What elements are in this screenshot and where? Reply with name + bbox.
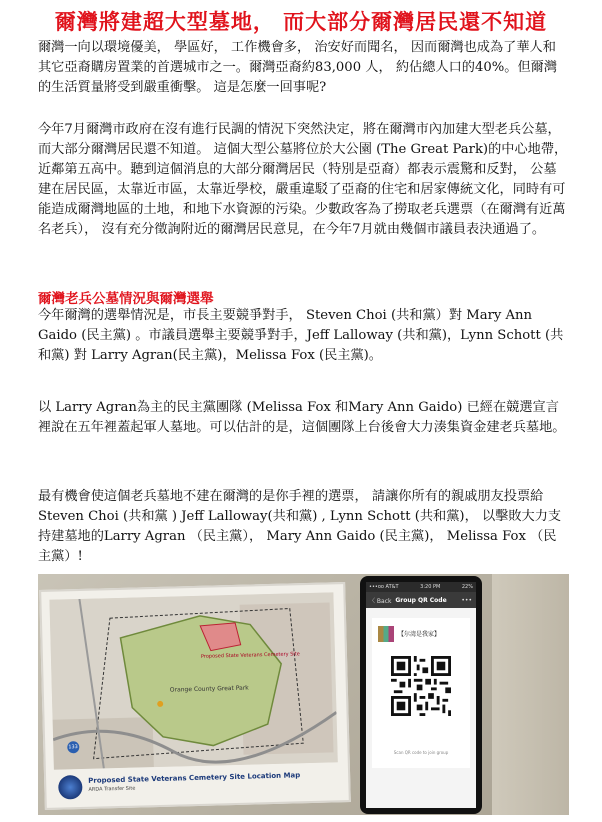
nav-title: Group QR Code xyxy=(395,596,447,604)
back-button[interactable]: 〈 Back xyxy=(369,597,392,605)
battery-text: 22% xyxy=(461,584,473,590)
map-graphic xyxy=(49,592,337,769)
group-name: 【尔湾是我家】 xyxy=(398,631,441,638)
group-avatar xyxy=(378,626,394,642)
state-seal-icon xyxy=(58,775,83,800)
map-legend-title: Proposed State Veterans Cemetery Site Location Map xyxy=(88,771,301,785)
page-title: 爾灣將建超大型墓地， 而大部分爾灣居民還不知道 xyxy=(54,9,548,34)
nav-bar xyxy=(366,592,476,608)
qr-code-icon xyxy=(391,656,451,716)
background-surface xyxy=(492,574,569,815)
phone-screen xyxy=(366,582,476,808)
smartphone xyxy=(360,576,482,814)
status-bar xyxy=(366,582,476,592)
carrier-text: •••oo AT&T xyxy=(369,584,399,590)
park-label: Orange County Great Park xyxy=(169,684,249,694)
section-subheading: 爾灣老兵公墓情況與爾灣選舉 xyxy=(38,291,214,307)
more-icon[interactable]: ••• xyxy=(461,596,472,604)
cemetery-decision-paragraph: 今年7月爾灣市政府在沒有進行民調的情況下突然決定，將在爾灣市內加建大型老兵公墓， 而大部分爾灣居民還不知道。 這個大型公墓將位於大公園 (The Great Park)的中心地帶，近鄰第五高中。聽到這個消息的大部分爾灣居民（特別是亞裔）都表示震驚和反對， 公墓建在居民區，太靠近市區，太靠近學校，嚴重違駁了亞裔的住宅和居家傳統文化，同時有可能造成爾灣地區的土地，和地下水資源的污染。少數政客為了撈取老兵選票（在爾灣有近萬名老兵）， 沒有充分徵詢附近的爾灣居民意見，在今年7月就由幾個市議員表決通過了。 xyxy=(38,122,568,237)
clock-text: 3:20 PM xyxy=(420,584,441,590)
map-legend xyxy=(54,768,339,801)
photo xyxy=(38,574,569,815)
qr-hint-text: Scan QR code to join group xyxy=(393,750,449,755)
map-printout xyxy=(39,582,351,810)
democrat-team-paragraph: 以 Larry Agran為主的民主黨團隊 (Melissa Fox 和Mary Ann Gaido) 已經在競選宣言裡說在五年裡蓋起軍人墓地。可以估計的是，這個團隊上台後會大力湊集資金建老兵墓地。 xyxy=(38,400,566,435)
call-to-vote-paragraph: 最有機會使這個老兵墓地不建在爾灣的是你手裡的選票， 請讓你所有的親戚朋友投票給Steven Choi (共和黨 ) Jeff Lalloway(共和黨) , Lynn Schott (共和黨)， 以擊敗大力支持建墓地的Larry Agran （民主黨）， Mary Ann Gaido (民主黨)， Melissa Fox （民主黨）! xyxy=(38,489,562,564)
election-candidates-paragraph: 今年爾灣的選舉情況是，市長主要競爭對手， Steven Choi (共和黨）對 Mary Ann Gaido (民主黨) 。市議員選舉主要競爭對手，Jeff Lalloway (共和黨)，Lynn Schott (共和黨) 對 Larry Agran(民主黨)，Melissa Fox (民主黨)。 xyxy=(38,308,564,363)
road-marker: 133 xyxy=(68,744,78,751)
site-map xyxy=(49,592,337,769)
site-label: Proposed State Veterans Cemetery Site xyxy=(200,651,300,660)
intro-paragraph: 爾灣一向以環境優美， 學區好， 工作機會多， 治安好而聞名， 因而爾灣也成為了華人和其它亞裔購房置業的首選城市之一。爾灣亞裔約83,000 人， 約佔總人口的40%。但爾灣的生活質量將受到嚴重衝擊。 這是怎麼一回事呢? xyxy=(38,40,558,95)
map-legend-subtitle: ARDA Transfer Site xyxy=(88,785,136,793)
qr-card xyxy=(372,618,470,768)
